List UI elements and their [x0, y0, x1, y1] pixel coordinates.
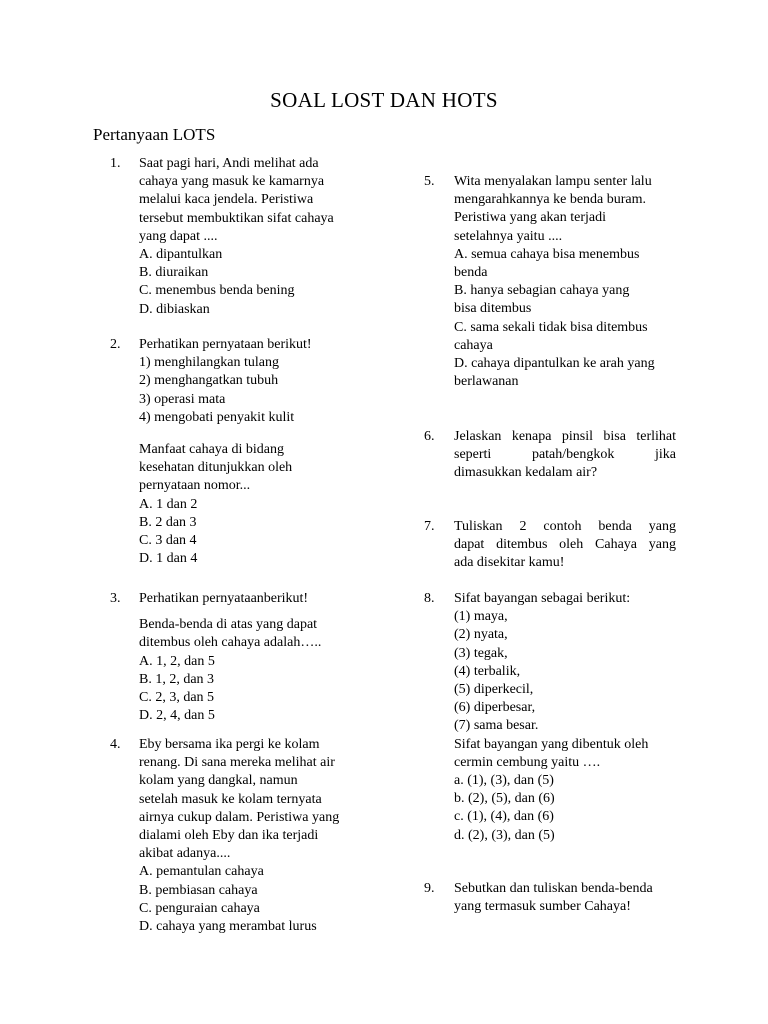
answer-option: C. sama sekali tidak bisa ditembus	[454, 319, 648, 335]
answer-option: C. menembus benda bening	[139, 283, 295, 299]
answer-option: D. 2, 4, dan 5	[139, 708, 215, 724]
question-line: melalui kaca jendela. Peristiwa	[139, 192, 314, 208]
answer-option: C. 3 dan 4	[139, 533, 197, 549]
question-line: cermin cembung yaitu ….	[454, 754, 601, 770]
answer-option: cahaya	[454, 337, 493, 353]
question-line: Sifat bayangan yang dibentuk oleh	[454, 736, 649, 752]
answer-option: D. cahaya dipantulkan ke arah yang	[454, 356, 655, 372]
question-line: kolam yang dangkal, namun	[139, 773, 298, 789]
question-number: 7.	[424, 519, 435, 534]
statement-item: 1) menghilangkan tulang	[139, 355, 279, 371]
question-number: 5.	[424, 174, 435, 189]
answer-option: A. pemantulan cahaya	[139, 864, 264, 880]
section-heading: Pertanyaan LOTS	[93, 125, 216, 144]
question-number: 2.	[110, 337, 121, 352]
question-line: Sebutkan dan tuliskan benda-benda	[454, 881, 653, 896]
answer-option: a. (1), (3), dan (5)	[454, 773, 554, 789]
answer-option: d. (2), (3), dan (5)	[454, 827, 555, 843]
question-line: Perhatikan pernyataanberikut!	[139, 591, 309, 606]
question-number: 9.	[424, 881, 435, 896]
question-line: ditembus oleh cahaya adalah…..	[139, 635, 322, 651]
answer-option: B. diuraikan	[139, 265, 209, 281]
question-line: pernyataan nomor...	[139, 478, 251, 494]
statement-item: (1) maya,	[454, 609, 508, 625]
question-line: dimasukkan kedalam air?	[454, 465, 598, 481]
answer-option: D. cahaya yang merambat lurus	[139, 919, 317, 935]
answer-option: A. 1, 2, dan 5	[139, 653, 215, 669]
question-body	[139, 590, 369, 725]
question-body	[454, 590, 676, 845]
statement-item: (3) tegak,	[454, 645, 508, 661]
answer-option: D. 1 dan 4	[139, 551, 198, 567]
answer-option: B. hanya sebagian cahaya yang	[454, 283, 630, 299]
statement-item: (7) sama besar.	[454, 718, 539, 734]
question-line: ada disekitar kamu!	[454, 555, 565, 571]
answer-option: bisa ditembus	[454, 301, 532, 317]
statement-item: 3) operasi mata	[139, 391, 226, 407]
answer-option: benda	[454, 265, 488, 281]
question-body	[454, 880, 676, 916]
question-line: dapat ditembus oleh Cahaya yang	[454, 537, 676, 553]
question-number: 8.	[424, 591, 435, 606]
question-line: Manfaat cahaya di bidang	[139, 442, 284, 458]
question-line: Tuliskan 2 contoh benda yang	[454, 519, 676, 534]
question-line: tersebut membuktikan sifat cahaya	[139, 210, 334, 226]
answer-option: D. dibiaskan	[139, 301, 210, 317]
question-line: yang dapat ....	[139, 228, 218, 244]
question-number: 6.	[424, 429, 435, 444]
question-number: 1.	[110, 156, 121, 171]
question-line: airnya cukup dalam. Peristiwa yang	[139, 809, 340, 825]
question-body	[454, 173, 676, 391]
document-title: SOAL LOST DAN HOTS	[270, 88, 498, 112]
question-number: 4.	[110, 737, 121, 752]
question-line: Wita menyalakan lampu senter lalu	[454, 174, 652, 189]
question-body	[139, 155, 369, 319]
question-line: cahaya yang masuk ke kamarnya	[139, 174, 325, 190]
answer-option: B. pembiasan cahaya	[139, 882, 258, 898]
question-body	[454, 428, 676, 483]
statement-item: (2) nyata,	[454, 627, 508, 643]
question-line: Sifat bayangan sebagai berikut:	[454, 591, 631, 606]
answer-option: B. 2 dan 3	[139, 514, 197, 530]
question-line: Benda-benda di atas yang dapat	[139, 617, 318, 633]
answer-option: B. 1, 2, dan 3	[139, 671, 215, 687]
question-line: seperti patah/bengkok jika	[454, 447, 676, 463]
answer-option: C. 2, 3, dan 5	[139, 690, 215, 706]
question-body	[139, 736, 369, 936]
question-number: 3.	[110, 591, 121, 606]
answer-option: c. (1), (4), dan (6)	[454, 809, 554, 825]
question-line: akibat adanya....	[139, 846, 231, 862]
question-line: setelahnya yaitu ....	[454, 228, 563, 244]
answer-option: A. dipantulkan	[139, 247, 223, 263]
question-line: Eby bersama ika pergi ke kolam	[139, 737, 320, 752]
question-line: setelah masuk ke kolam ternyata	[139, 791, 322, 807]
answer-option: A. 1 dan 2	[139, 496, 198, 512]
statement-item: (5) diperkecil,	[454, 682, 534, 698]
question-line: Saat pagi hari, Andi melihat ada	[139, 156, 319, 171]
question-line: yang termasuk sumber Cahaya!	[454, 899, 631, 915]
question-line: kesehatan ditunjukkan oleh	[139, 460, 293, 476]
answer-option: berlawanan	[454, 374, 519, 390]
question-body	[454, 518, 676, 573]
question-line: dialami oleh Eby dan ika terjadi	[139, 828, 319, 844]
question-line: mengarahkannya ke benda buram.	[454, 192, 647, 208]
question-body	[139, 336, 369, 568]
answer-option: A. semua cahaya bisa menembus	[454, 246, 640, 262]
statement-item: (6) diperbesar,	[454, 700, 536, 716]
question-line: Jelaskan kenapa pinsil bisa terlihat	[454, 429, 676, 444]
question-line: Peristiwa yang akan terjadi	[454, 210, 607, 226]
statement-item: (4) terbalik,	[454, 663, 521, 679]
statement-item: 2) menghangatkan tubuh	[139, 373, 279, 389]
answer-option: b. (2), (5), dan (6)	[454, 791, 555, 807]
answer-option: C. penguraian cahaya	[139, 900, 260, 916]
question-line: renang. Di sana mereka melihat air	[139, 755, 335, 771]
question-line: Perhatikan pernyataan berikut!	[139, 337, 312, 352]
statement-item: 4) mengobati penyakit kulit	[139, 409, 295, 425]
